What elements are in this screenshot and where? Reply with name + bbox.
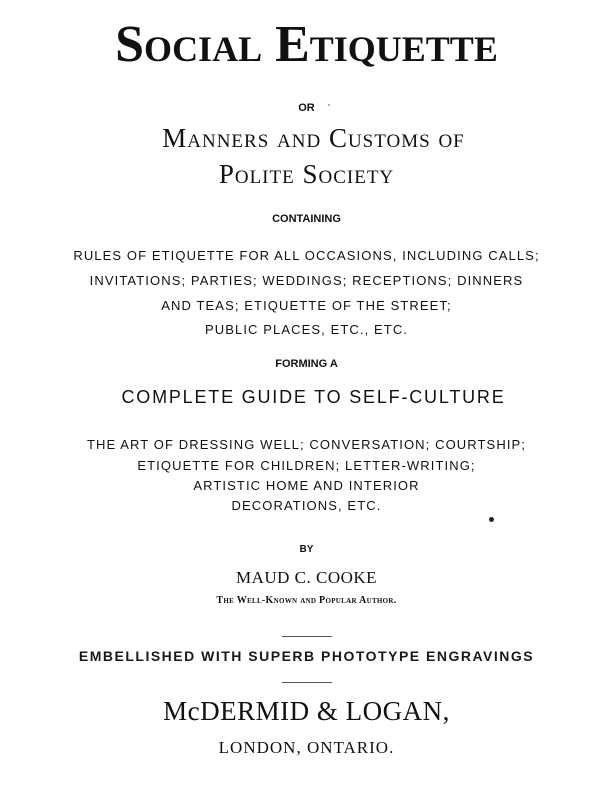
forming-line-2: ETIQUETTE FOR CHILDREN; LETTER-WRITING; — [137, 458, 476, 473]
subtitle-line-1: Manners and Customs of — [162, 123, 465, 153]
publisher-location: LONDON, ONTARIO. — [218, 738, 395, 757]
ink-speck — [489, 517, 494, 522]
embellished-line: EMBELLISHED WITH SUPERB PHOTOTYPE ENGRAVINGS — [78, 648, 535, 664]
forming-line-4: DECORATIONS, ETC. — [231, 498, 382, 513]
title-or: OR — [298, 102, 315, 114]
forming-label: FORMING A — [275, 358, 338, 370]
containing-line-3: AND TEAS; ETIQUETTE OF THE STREET; — [161, 298, 452, 313]
ink-speck — [328, 104, 330, 106]
divider-top — [282, 636, 332, 637]
containing-label: CONTAINING — [272, 213, 341, 225]
author-tagline: The Well-Known and Popular Author. — [216, 595, 397, 606]
author-name: MAUD C. COOKE — [235, 568, 378, 587]
containing-line-4: PUBLIC PLACES, ETC., ETC. — [204, 322, 409, 337]
by-label: BY — [299, 544, 314, 555]
containing-line-1: RULES OF ETIQUETTE FOR ALL OCCASIONS, INCLUDING CALLS; — [73, 248, 540, 263]
subtitle-line-2: Polite Society — [218, 159, 395, 189]
book-title: Social Etiquette — [115, 16, 498, 73]
publisher-name: McDERMID & LOGAN, — [163, 696, 450, 726]
forming-line-3: ARTISTIC HOME AND INTERIOR — [193, 478, 420, 493]
guide-heading: COMPLETE GUIDE TO SELF-CULTURE — [121, 387, 506, 407]
containing-line-2: INVITATIONS; PARTIES; WEDDINGS; RECEPTIONS; DINNERS — [89, 273, 524, 288]
forming-line-1: THE ART OF DRESSING WELL; CONVERSATION; COURTSHIP; — [86, 437, 527, 452]
divider-bottom — [282, 682, 332, 683]
